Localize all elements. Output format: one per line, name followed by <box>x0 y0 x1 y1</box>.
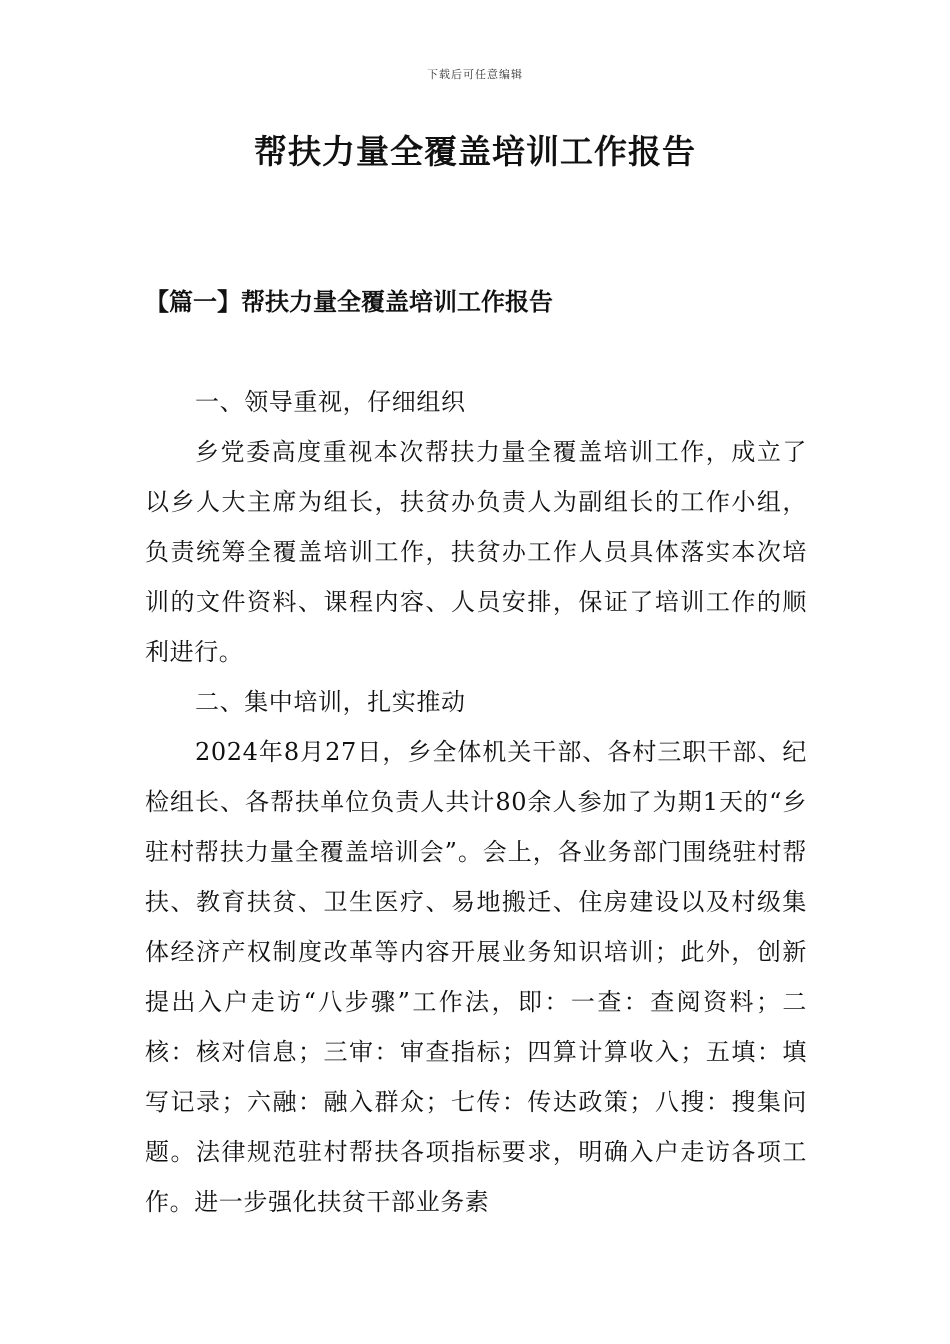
paragraph-2: 2024年8月27日，乡全体机关干部、各村三职干部、纪检组长、各帮扶单位负责人共计80余人参加了为期1天的“乡驻村帮扶力量全覆盖培训会”。会上，各业务部门围绕驻村帮扶、教育扶贫、卫生医疗、易地搬迁、住房建设以及村级集体经济产权制度改革等内容开展业务知识培训；此外，创新提出入户走访“八步骤”工作法，即：一查：查阅资料；二核：核对信息；三审：审查指标；四算计算收入；五填：填写记录；六融：融入群众；七传：传达政策；八搜：搜集问题。法律规范驻村帮扶各项指标要求，明确入户走访各项工作。进一步强化扶贫干部业务素 <box>145 738 807 1216</box>
subheading-2: 二、集中培训，扎实推动 <box>195 688 466 716</box>
header-note: 下载后可任意编辑 <box>427 68 523 81</box>
paragraph-1: 乡党委高度重视本次帮扶力量全覆盖培训工作，成立了以乡人大主席为组长，扶贫办负责人为副组长的工作小组，负责统筹全覆盖培训工作，扶贫办工作人员具体落实本次培训的文件资料、课程内容、人员安排，保证了培训工作的顺利进行。 <box>145 438 807 666</box>
section-heading: 【篇一】帮扶力量全覆盖培训工作报告 <box>145 287 553 316</box>
document-body <box>145 377 807 1227</box>
subheading-1: 一、领导重视，仔细组织 <box>195 388 466 416</box>
document-title: 帮扶力量全覆盖培训工作报告 <box>254 132 696 171</box>
